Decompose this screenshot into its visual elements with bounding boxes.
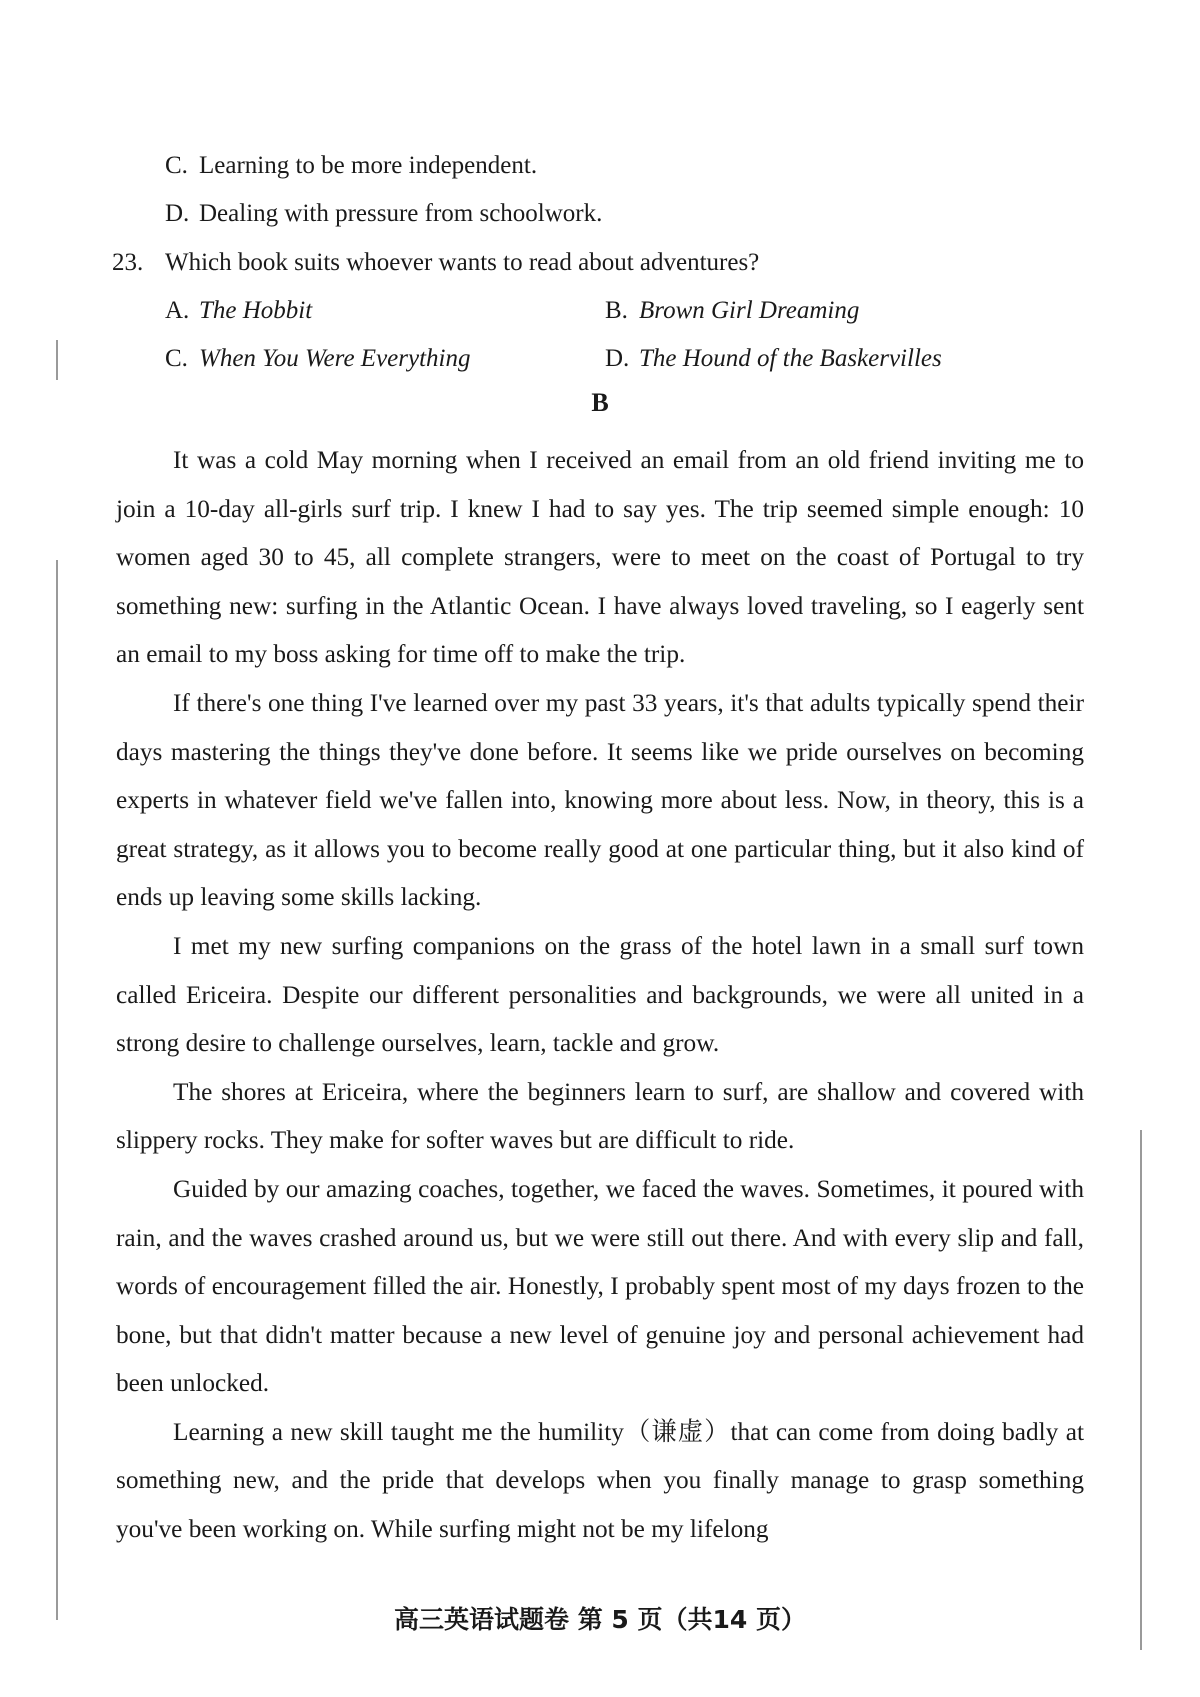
paragraph: If there's one thing I've learned over my past 33 years, it's that adults typically spend their days mastering the things they've done before. It seems like we pride ourselves on becoming experts in whatever field we've fallen into, knowing more about less. Now, in theory, this is a great strategy, as it allows you to become really good at one particular thing, but it also kind of ends up leaving some skills lacking.: [116, 688, 1084, 912]
option-letter: D.: [165, 200, 190, 227]
option-b: [605, 296, 859, 326]
option-d-prev: [165, 199, 602, 229]
option-text: When You Were Everything: [199, 345, 471, 372]
option-letter: B.: [605, 297, 628, 324]
reading-passage: [116, 436, 1084, 1554]
scan-edge-mark-left: [56, 340, 58, 380]
option-letter: D.: [605, 345, 630, 372]
option-d: [605, 344, 942, 374]
scan-edge-mark-right: [1140, 1130, 1142, 1650]
option-text: The Hound of the Baskervilles: [639, 345, 942, 372]
paragraph: I met my new surfing companions on the grass of the hotel lawn in a small surf town called Ericeira. Despite our different personalities and backgrounds, we were all united in a strong desire to challenge ourselves, learn, tackle and grow.: [116, 931, 1084, 1058]
paragraph: The shores at Ericeira, where the beginners learn to surf, are shallow and covered with slippery rocks. They make for softer waves but are difficult to ride.: [116, 1077, 1084, 1155]
paragraph: Learning a new skill taught me the humility（谦虚）that can come from doing badly at something new, and the pride that develops when you finally manage to grasp something you've been working on. While surfing might not be my lifelong: [116, 1417, 1084, 1544]
question-number: 23.: [112, 249, 144, 276]
question-text: Which book suits whoever wants to read about adventures?: [165, 249, 760, 276]
option-c: [165, 344, 470, 374]
option-letter: C.: [165, 152, 188, 179]
option-text: Learning to be more independent.: [199, 152, 538, 179]
paragraph: Guided by our amazing coaches, together, we faced the waves. Sometimes, it poured with rain, and the waves crashed around us, but we were still out there. And with every slip and fall, words of encouragement filled the air. Honestly, I probably spent most of my days frozen to the bone, but that didn't matter because a new level of genuine joy and personal achievement had been unlocked.: [116, 1174, 1084, 1398]
option-a: [165, 296, 312, 326]
option-letter: A.: [165, 297, 190, 324]
page-footer: 高三英语试题卷 第 5 页（共14 页）: [393, 1605, 806, 1634]
option-text: The Hobbit: [199, 297, 313, 324]
option-text: Dealing with pressure from schoolwork.: [199, 200, 603, 227]
section-heading: B: [591, 388, 609, 417]
option-c-prev: [165, 151, 537, 181]
option-letter: C.: [165, 345, 188, 372]
option-text: Brown Girl Dreaming: [639, 297, 860, 324]
paragraph: It was a cold May morning when I received an email from an old friend inviting me to join a 10-day all-girls surf trip. I knew I had to say yes. The trip seemed simple enough: 10 women aged 30 to 45, all complete strangers, were to meet on the coast of Portugal to try something new: surfing in the Atlantic Ocean. I have always loved traveling, so I eagerly sent an email to my boss asking for time off to make the trip.: [116, 446, 1084, 669]
scan-edge-mark-left-lower: [56, 560, 58, 1620]
